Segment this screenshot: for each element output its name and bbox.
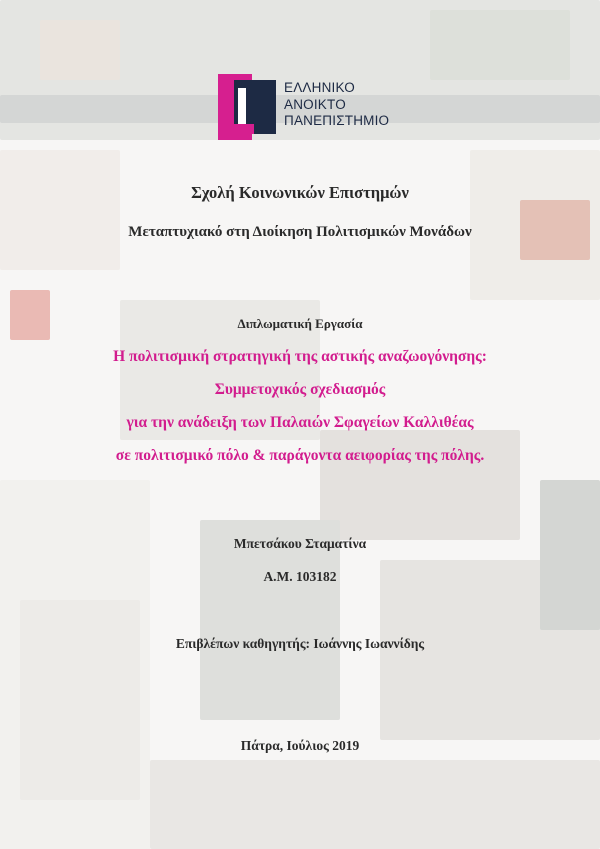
thesis-title-line-3: για την ανάδειξη των Παλαιών Σφαγείων Καλλιθέας [126, 414, 474, 431]
logo-line-1: ΕΛΛΗΝΙΚΟ [284, 80, 355, 95]
place-date: Πάτρα, Ιούλιος 2019 [240, 738, 360, 753]
program-name: Μεταπτυχιακό στη Διοίκηση Πολιτισμικών Μονάδων [128, 224, 472, 240]
school-name: Σχολή Κοινωνικών Επιστημών [191, 183, 409, 202]
university-logo-mark [218, 74, 278, 140]
logo-line-3: ΠΑΝΕΠΙΣΤΗΜΙΟ [284, 113, 390, 128]
logo-line-2: ΑΝΟΙΚΤΟ [284, 96, 346, 112]
author-name: Μπετσάκου Σταματίνα [233, 536, 367, 551]
thesis-title-line-2: Συμμετοχικός σχεδιασμός [214, 381, 386, 398]
thesis-title-line-4: σε πολιτισμικό πόλο & παράγοντα αειφορίας της πόλης. [115, 447, 485, 464]
student-id: Α.Μ. 103182 [263, 569, 337, 584]
supervisor: Επιβλέπων καθηγητής: Ιωάννης Ιωαννίδης [175, 636, 425, 651]
document-type: Διπλωματική Εργασία [237, 316, 363, 331]
university-logo [218, 74, 398, 140]
thesis-title-line-1: Η πολιτισμική στρατηγική της αστικής αναζωογόνησης: [113, 348, 487, 365]
university-logo-text [284, 80, 389, 130]
